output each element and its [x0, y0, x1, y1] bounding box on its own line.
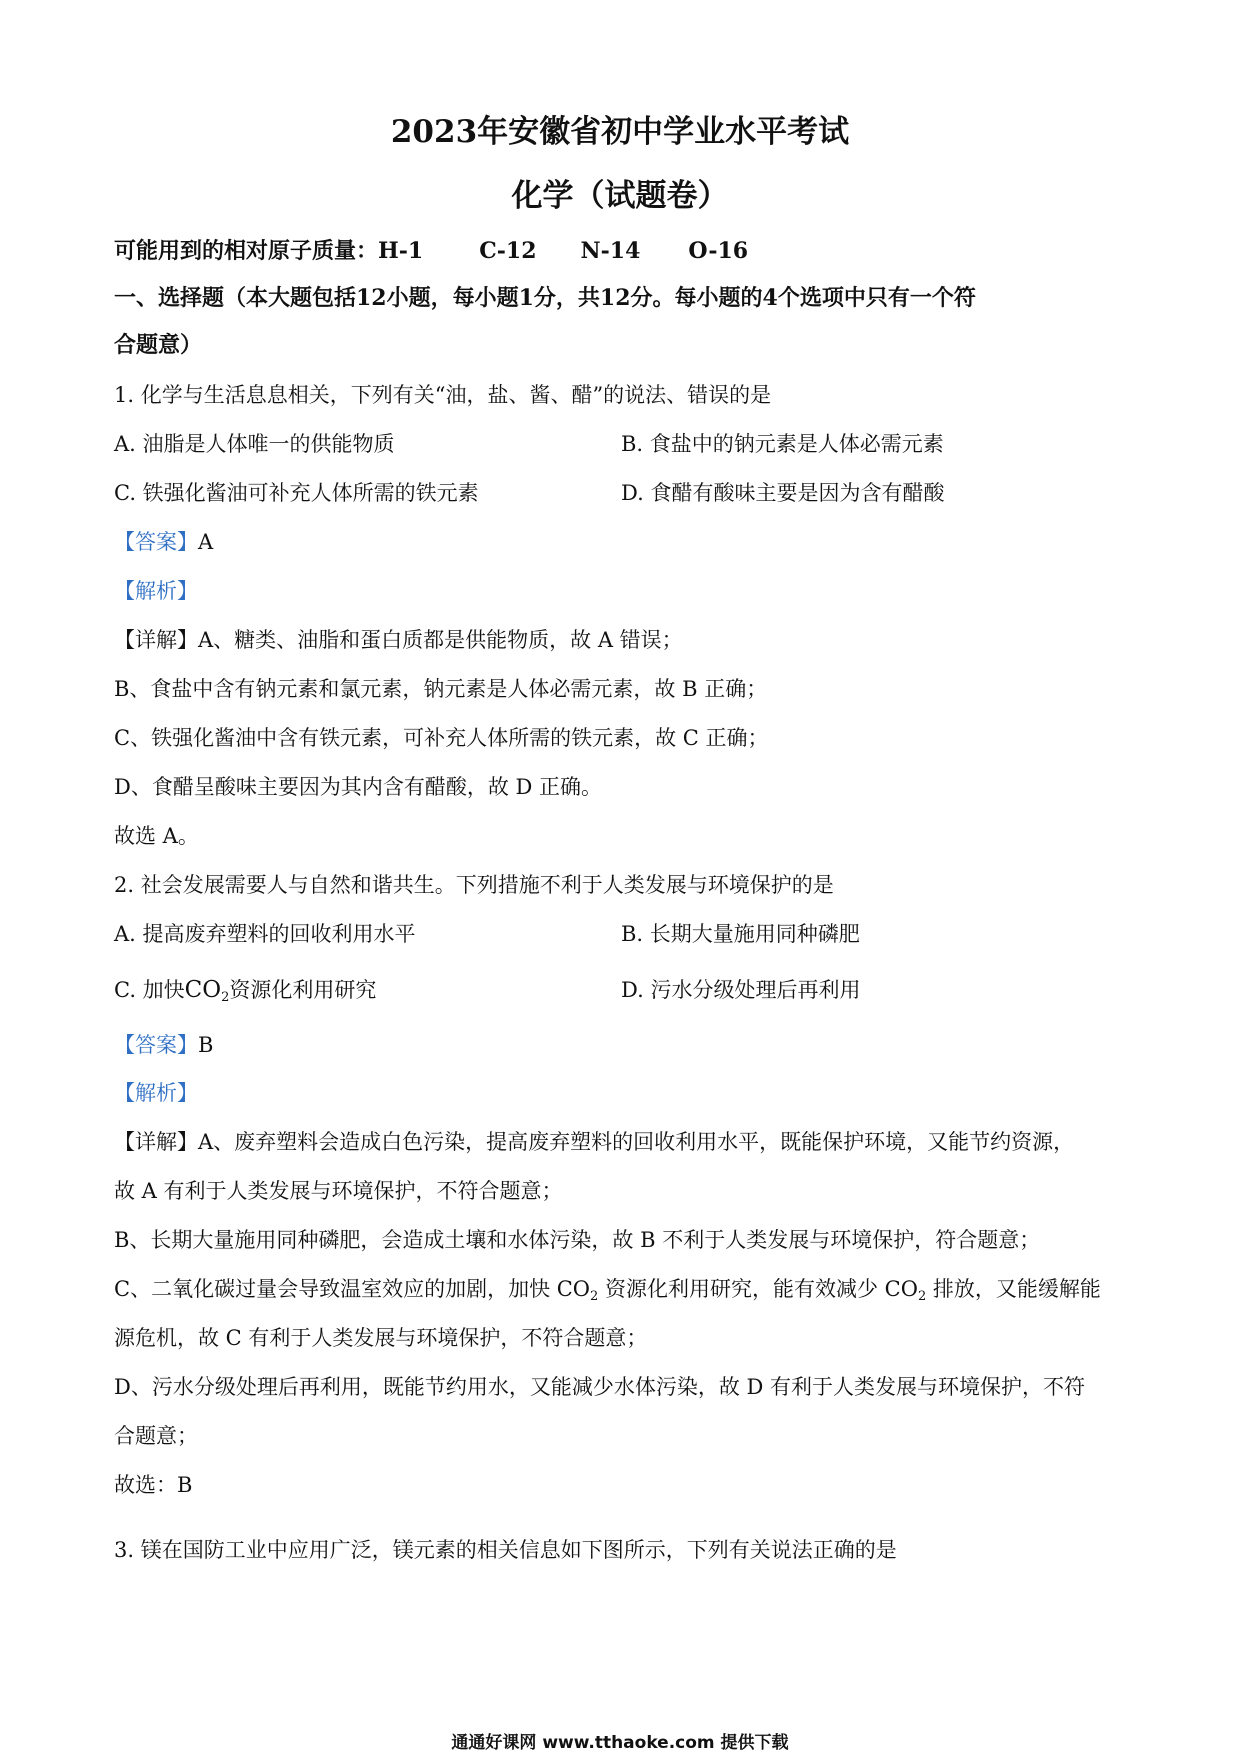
q2-detail-5: 源危机，故 C 有利于人类发展与环境保护，不符合题意； — [114, 1326, 648, 1350]
q1-option-b: B. 食盐中的钠元素是人体必需元素 — [621, 432, 944, 456]
q2-answer-line — [114, 1030, 213, 1060]
q2-detail-3: B、长期大量施用同种磷肥，会造成土壤和水体污染，故 B 不利于人类发展与环境保护，符合题意； — [114, 1228, 1041, 1252]
q2-answer-tag: 【答案】 — [114, 1033, 198, 1057]
co2-subscript: 2 — [221, 990, 230, 1005]
q1-option-a: A. 油脂是人体唯一的供能物质 — [114, 432, 395, 456]
q1-detail-a: 【详解】A、糖类、油脂和蛋白质都是供能物质，故 A 错误； — [114, 628, 683, 652]
q2-option-b: B. 长期大量施用同种磷肥 — [621, 922, 860, 946]
mass-n: N-14 — [580, 238, 641, 264]
q2-option-c-prefix: C. 加快 — [114, 978, 185, 1002]
q2-option-c-suffix: 资源化利用研究 — [229, 978, 377, 1002]
mass-c: C-12 — [479, 238, 537, 264]
exam-subtitle: 化学（试题卷） — [511, 178, 729, 214]
q2-detail-4-part-a: C、二氧化碳过量会导致温室效应的加剧，加快 CO — [114, 1277, 591, 1301]
co2-subscript: 2 — [917, 1289, 927, 1304]
q1-answer: A — [198, 530, 214, 554]
q1-detail-d: D、食醋呈酸味主要因为其内含有醋酸，故 D 正确。 — [114, 775, 603, 799]
q1-answer-tag: 【答案】 — [114, 530, 198, 554]
atomic-masses-line — [114, 236, 748, 266]
q1-option-d: D. 食醋有酸味主要是因为含有醋酸 — [621, 481, 945, 505]
q2-detail-6: D、污水分级处理后再利用，既能节约用水，又能减少水体污染，故 D 有利于人类发展与环境保护，不符 — [114, 1375, 1086, 1399]
q2-option-d: D. 污水分级处理后再利用 — [621, 978, 861, 1002]
q2-detail-4 — [114, 1274, 1101, 1312]
q2-detail-4-part-c: 排放，又能缓解能 — [926, 1277, 1101, 1301]
q1-stem: 1. 化学与生活息息相关，下列有关“油，盐、酱、醋”的说法、错误的是 — [114, 383, 772, 407]
q1-answer-line — [114, 527, 213, 557]
q2-stem: 2. 社会发展需要人与自然和谐共生。下列措施不利于人类发展与环境保护的是 — [114, 873, 834, 897]
q2-analysis-tag: 【解析】 — [114, 1081, 198, 1105]
q1-detail-b: B、食盐中含有钠元素和氯元素，钠元素是人体必需元素，故 B 正确； — [114, 677, 768, 701]
section-heading-line2: 合题意） — [114, 332, 203, 358]
q2-option-c — [114, 975, 376, 1013]
q2-detail-7: 合题意； — [114, 1424, 198, 1448]
mass-o: O-16 — [688, 238, 749, 264]
co2-formula: CO — [184, 977, 222, 1003]
q2-detail-1: 【详解】A、废弃塑料会造成白色污染，提高废弃塑料的回收利用水平，既能保护环境，又能节约资源， — [114, 1130, 1075, 1154]
q2-answer: B — [198, 1033, 214, 1057]
q1-analysis-tag: 【解析】 — [114, 579, 198, 603]
q2-conclusion: 故选：B — [114, 1473, 193, 1497]
q1-detail-c: C、铁强化酱油中含有铁元素，可补充人体所需的铁元素，故 C 正确； — [114, 726, 769, 750]
mass-h: H-1 — [378, 238, 424, 264]
co2-subscript: 2 — [590, 1289, 599, 1304]
q2-detail-4-part-b: 资源化利用研究，能有效减少 CO — [598, 1277, 918, 1301]
q2-option-a: A. 提高废弃塑料的回收利用水平 — [114, 922, 416, 946]
section-heading-line1: 一、选择题（本大题包括12小题，每小题1分，共12分。每小题的4个选项中只有一个符 — [114, 285, 976, 311]
q2-detail-2: 故 A 有利于人类发展与环境保护，不符合题意； — [114, 1179, 563, 1203]
q1-option-c: C. 铁强化酱油可补充人体所需的铁元素 — [114, 481, 479, 505]
q1-conclusion: 故选 A。 — [114, 824, 199, 848]
atomic-masses-label: 可能用到的相对原子质量： — [114, 238, 379, 264]
q3-stem: 3. 镁在国防工业中应用广泛，镁元素的相关信息如下图所示，下列有关说法正确的是 — [114, 1538, 897, 1562]
footer-source: 通通好课网 www.tthaoke.com 提供下载 — [451, 1733, 789, 1753]
exam-title: 2023年安徽省初中学业水平考试 — [390, 114, 850, 150]
